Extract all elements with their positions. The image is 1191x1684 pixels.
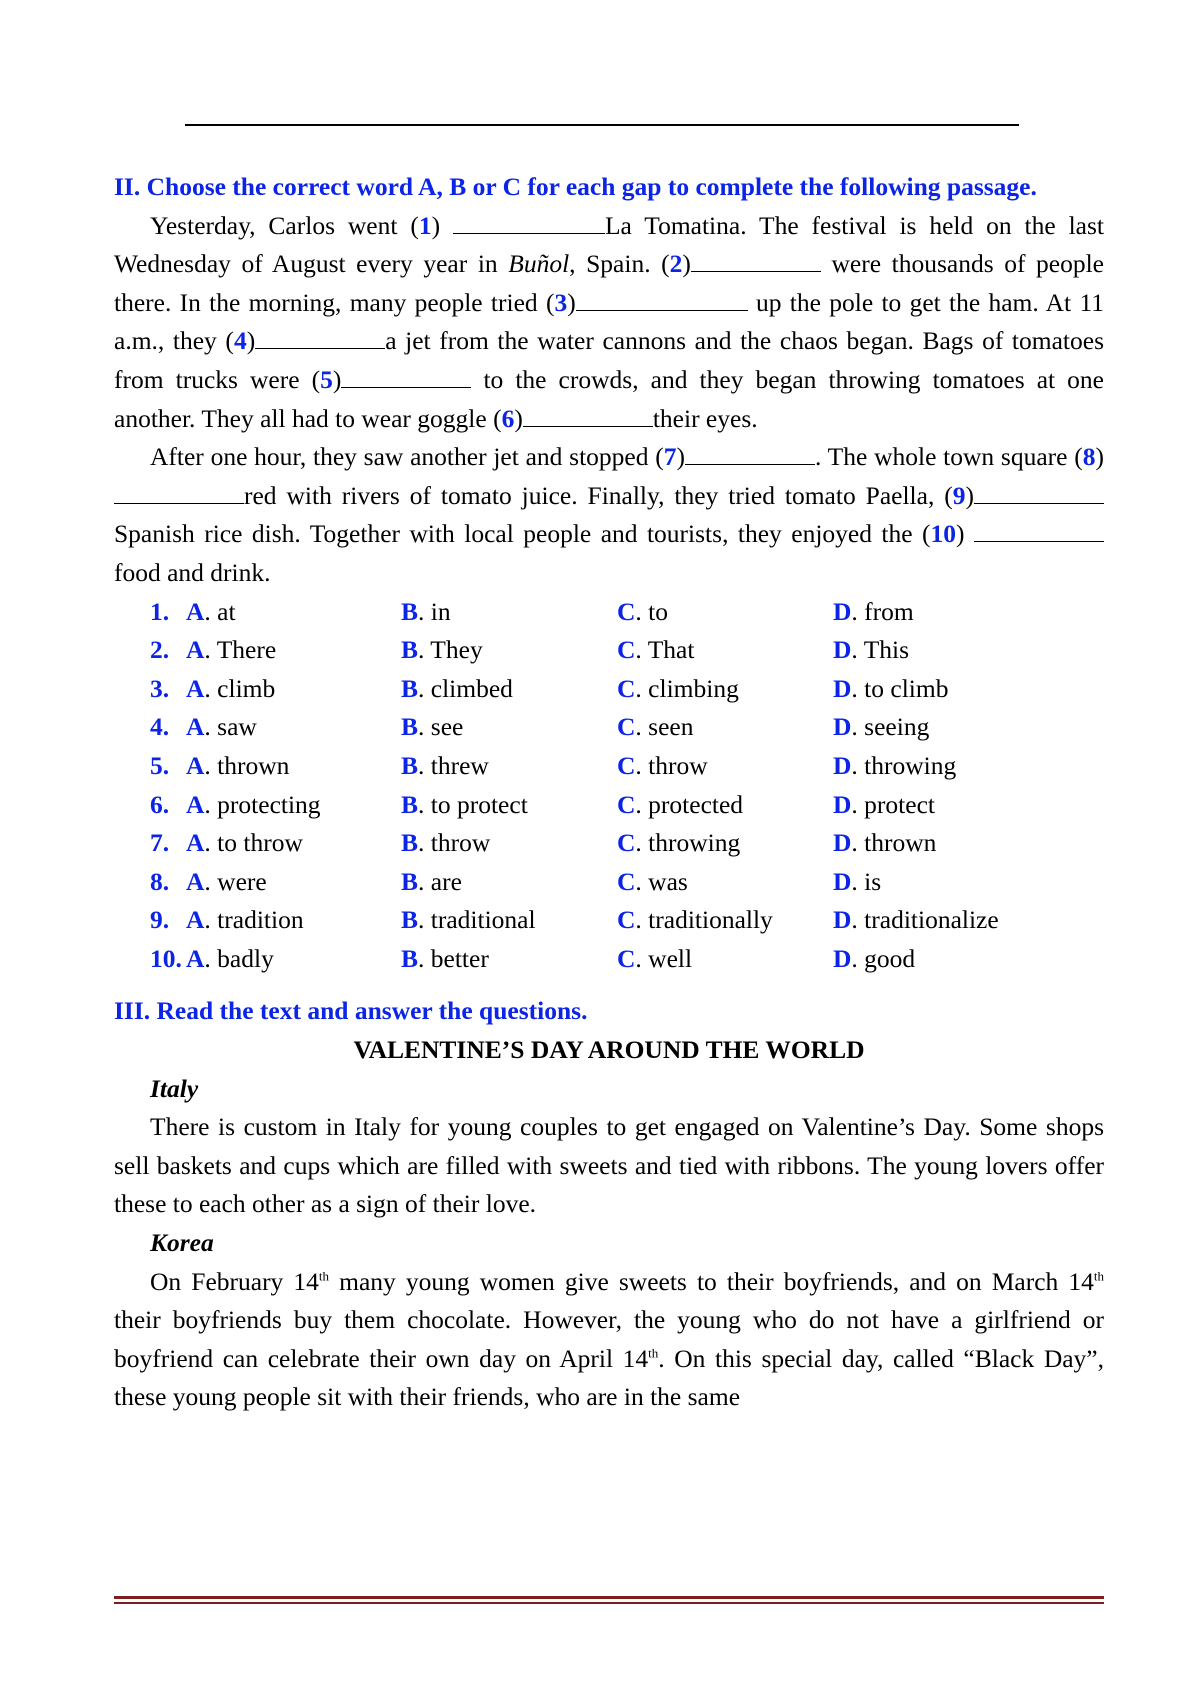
question-row: [150, 593, 1104, 632]
option-letter: C: [617, 673, 636, 703]
option-text: . to throw: [204, 828, 303, 858]
article-title: VALENTINE’S DAY AROUND THE WORLD: [353, 1035, 865, 1065]
option-letter: D: [833, 828, 852, 858]
question-number: 1.: [150, 596, 170, 626]
top-rule: [185, 124, 1019, 126]
option-b[interactable]: [401, 824, 617, 863]
option-text: . thrown: [204, 750, 290, 780]
gap-blank-3[interactable]: [576, 288, 748, 311]
question-row: [150, 940, 1104, 979]
option-d[interactable]: [833, 670, 1103, 709]
option-c[interactable]: [617, 824, 833, 863]
option-text: . good: [851, 943, 916, 973]
footer-rule: [114, 1596, 1104, 1599]
option-a[interactable]: [150, 708, 401, 747]
option-d[interactable]: [833, 940, 1103, 979]
option-letter: D: [833, 943, 852, 973]
question-number: 9.: [150, 905, 170, 935]
option-letter: C: [617, 712, 636, 742]
subheading-korea: Korea: [150, 1228, 214, 1258]
option-letter: C: [617, 943, 636, 973]
passage-paragraph-2: After one hour, they saw another jet and stopped (7) . The whole town square (8)red with rivers of tomato juice. Finally, they tried tomato Paella, (9)Spanish rice dish. Together with local people and tourists, they enjoyed the (10) food and drink.: [114, 442, 1104, 587]
option-text: . protecting: [204, 789, 321, 819]
option-letter: D: [833, 866, 852, 896]
question-number: 3.: [150, 673, 170, 703]
gap-blank-9[interactable]: [974, 481, 1104, 504]
option-text: . from: [851, 596, 914, 626]
option-letter: A: [186, 635, 205, 665]
option-text: . are: [418, 866, 462, 896]
paragraph-korea: On February 14th many young women give sweets to their boyfriends, and on March 14th their boyfriends buy them chocolate. However, the young who do not have a girlfriend or boyfriend can celebrate their own day on April 14th. On this special day, called “Black Day”, these young people sit with their friends, who are in the same: [114, 1266, 1104, 1412]
option-c[interactable]: [617, 708, 833, 747]
option-text: . throwing: [851, 750, 957, 780]
option-c[interactable]: [617, 940, 833, 979]
option-letter: B: [401, 750, 419, 780]
option-letter: D: [833, 673, 852, 703]
option-letter: A: [186, 828, 205, 858]
footer-rule-thin: [114, 1602, 1104, 1604]
question-number: 5.: [150, 750, 170, 780]
option-text: . protect: [851, 789, 935, 819]
option-b[interactable]: [401, 631, 617, 670]
option-d[interactable]: [833, 708, 1103, 747]
option-letter: C: [617, 596, 636, 626]
paragraph-italy: There is custom in Italy for young couples to get engaged on Valentine’s Day. Some shops sell baskets and cups which are filled with sweets and tied with ribbons. The young lovers offer these to each other as a sign of their love.: [114, 1112, 1104, 1219]
option-letter: D: [833, 596, 852, 626]
option-letter: D: [833, 750, 852, 780]
option-c[interactable]: [617, 901, 833, 940]
option-letter: B: [401, 943, 419, 973]
question-row: [150, 786, 1104, 825]
option-letter: D: [833, 712, 852, 742]
option-text: . is: [851, 866, 882, 896]
question-row: [150, 631, 1104, 670]
option-letter: D: [833, 635, 852, 665]
option-text: . badly: [204, 943, 274, 973]
option-letter: B: [401, 905, 419, 935]
option-text: . climbing: [635, 673, 739, 703]
question-number: 8.: [150, 866, 170, 896]
option-letter: C: [617, 828, 636, 858]
question-row: [150, 708, 1104, 747]
option-letter: B: [401, 673, 419, 703]
option-letter: B: [401, 789, 419, 819]
option-text: . tradition: [204, 905, 304, 935]
option-text: . climb: [204, 673, 276, 703]
option-text: . traditional: [418, 905, 536, 935]
option-letter: D: [833, 905, 852, 935]
gap-blank-1[interactable]: [453, 211, 605, 234]
gap-blank-6[interactable]: [523, 404, 653, 427]
option-b[interactable]: [401, 670, 617, 709]
option-c[interactable]: [617, 747, 833, 786]
option-letter: B: [401, 866, 419, 896]
option-letter: C: [617, 905, 636, 935]
option-text: . to: [635, 596, 669, 626]
subheading-italy: Italy: [150, 1073, 199, 1103]
option-a[interactable]: [150, 747, 401, 786]
option-text: . throwing: [635, 828, 741, 858]
question-number: 2.: [150, 635, 170, 665]
gap-blank-5[interactable]: [341, 365, 471, 388]
option-text: . to climb: [851, 673, 949, 703]
question-number: 6.: [150, 789, 170, 819]
option-a[interactable]: [150, 670, 401, 709]
option-text: . was: [635, 866, 688, 896]
option-c[interactable]: [617, 786, 833, 825]
option-text: . throw: [418, 828, 491, 858]
option-a[interactable]: [150, 786, 401, 825]
option-text: . traditionalize: [851, 905, 999, 935]
gap-blank-2[interactable]: [691, 249, 821, 272]
option-b[interactable]: [401, 786, 617, 825]
answer-options: [150, 593, 1104, 979]
question-row: [150, 901, 1104, 940]
option-letter: A: [186, 596, 205, 626]
option-letter: A: [186, 866, 205, 896]
option-letter: A: [186, 943, 205, 973]
option-d[interactable]: [833, 593, 1103, 632]
gap-blank-8[interactable]: [114, 481, 244, 504]
question-row: [150, 747, 1104, 786]
question-number: 7.: [150, 828, 170, 858]
option-a[interactable]: [150, 631, 401, 670]
option-b[interactable]: [401, 708, 617, 747]
option-text: . thrown: [851, 828, 937, 858]
gap-blank-10[interactable]: [974, 519, 1104, 542]
worksheet-body: [114, 168, 1104, 1417]
option-c[interactable]: [617, 863, 833, 902]
option-letter: B: [401, 828, 419, 858]
option-letter: B: [401, 596, 419, 626]
option-text: . see: [418, 712, 464, 742]
question-number: 10.: [150, 943, 182, 973]
option-text: . in: [418, 596, 451, 626]
option-c[interactable]: [617, 593, 833, 632]
section-2-title: II. Choose the correct word A, B or C for each gap to complete the following passage.: [114, 172, 1037, 201]
question-row: [150, 670, 1104, 709]
option-d[interactable]: [833, 747, 1103, 786]
question-number: 4.: [150, 712, 170, 742]
option-text: . were: [204, 866, 267, 896]
option-text: . seeing: [851, 712, 930, 742]
option-text: . threw: [418, 750, 489, 780]
option-text: . protected: [635, 789, 744, 819]
option-text: . throw: [635, 750, 708, 780]
option-a[interactable]: [150, 593, 401, 632]
option-a[interactable]: [150, 824, 401, 863]
option-text: . traditionally: [635, 905, 773, 935]
option-c[interactable]: [617, 631, 833, 670]
gap-blank-4[interactable]: [255, 326, 385, 349]
option-b[interactable]: [401, 901, 617, 940]
option-letter: A: [186, 750, 205, 780]
option-b[interactable]: [401, 940, 617, 979]
option-letter: C: [617, 750, 636, 780]
option-d[interactable]: [833, 824, 1103, 863]
option-b[interactable]: [401, 747, 617, 786]
option-text: . They: [418, 635, 483, 665]
option-d[interactable]: [833, 863, 1103, 902]
option-b[interactable]: [401, 863, 617, 902]
option-letter: A: [186, 789, 205, 819]
option-text: . seen: [635, 712, 694, 742]
option-text: . This: [851, 635, 910, 665]
option-d[interactable]: [833, 631, 1103, 670]
option-letter: B: [401, 635, 419, 665]
option-letter: A: [186, 905, 205, 935]
option-letter: D: [833, 789, 852, 819]
option-a[interactable]: [150, 940, 401, 979]
option-a[interactable]: [150, 901, 401, 940]
option-d[interactable]: [833, 786, 1103, 825]
option-text: . There: [204, 635, 277, 665]
option-c[interactable]: [617, 670, 833, 709]
option-d[interactable]: [833, 901, 1103, 940]
question-row: [150, 824, 1104, 863]
option-a[interactable]: [150, 863, 401, 902]
option-text: . climbed: [418, 673, 513, 703]
option-letter: C: [617, 635, 636, 665]
option-b[interactable]: [401, 593, 617, 632]
option-text: . saw: [204, 712, 257, 742]
gap-blank-7[interactable]: [685, 442, 815, 465]
section-3-title: III. Read the text and answer the questions.: [114, 996, 588, 1026]
option-text: . That: [635, 635, 695, 665]
option-letter: A: [186, 673, 205, 703]
option-text: . better: [418, 943, 489, 973]
option-letter: B: [401, 712, 419, 742]
option-letter: C: [617, 866, 636, 896]
option-letter: A: [186, 712, 205, 742]
option-text: . to protect: [418, 789, 528, 819]
option-text: . well: [635, 943, 693, 973]
question-row: [150, 863, 1104, 902]
option-letter: C: [617, 789, 636, 819]
passage-paragraph-1: Yesterday, Carlos went (1) La Tomatina. The festival is held on the last Wednesday of August every year in Buñol, Spain. (2) were thousands of people there. In the morning, many people tried (3) up the pole to get the ham. At 11 a.m., they (4) a jet from the water cannons and the chaos began. Bags of tomatoes from trucks were (5) to the crowds, and they began throwing tomatoes at one another. They all had to wear goggle (6) their eyes.: [114, 210, 1105, 433]
option-text: . at: [204, 596, 236, 626]
